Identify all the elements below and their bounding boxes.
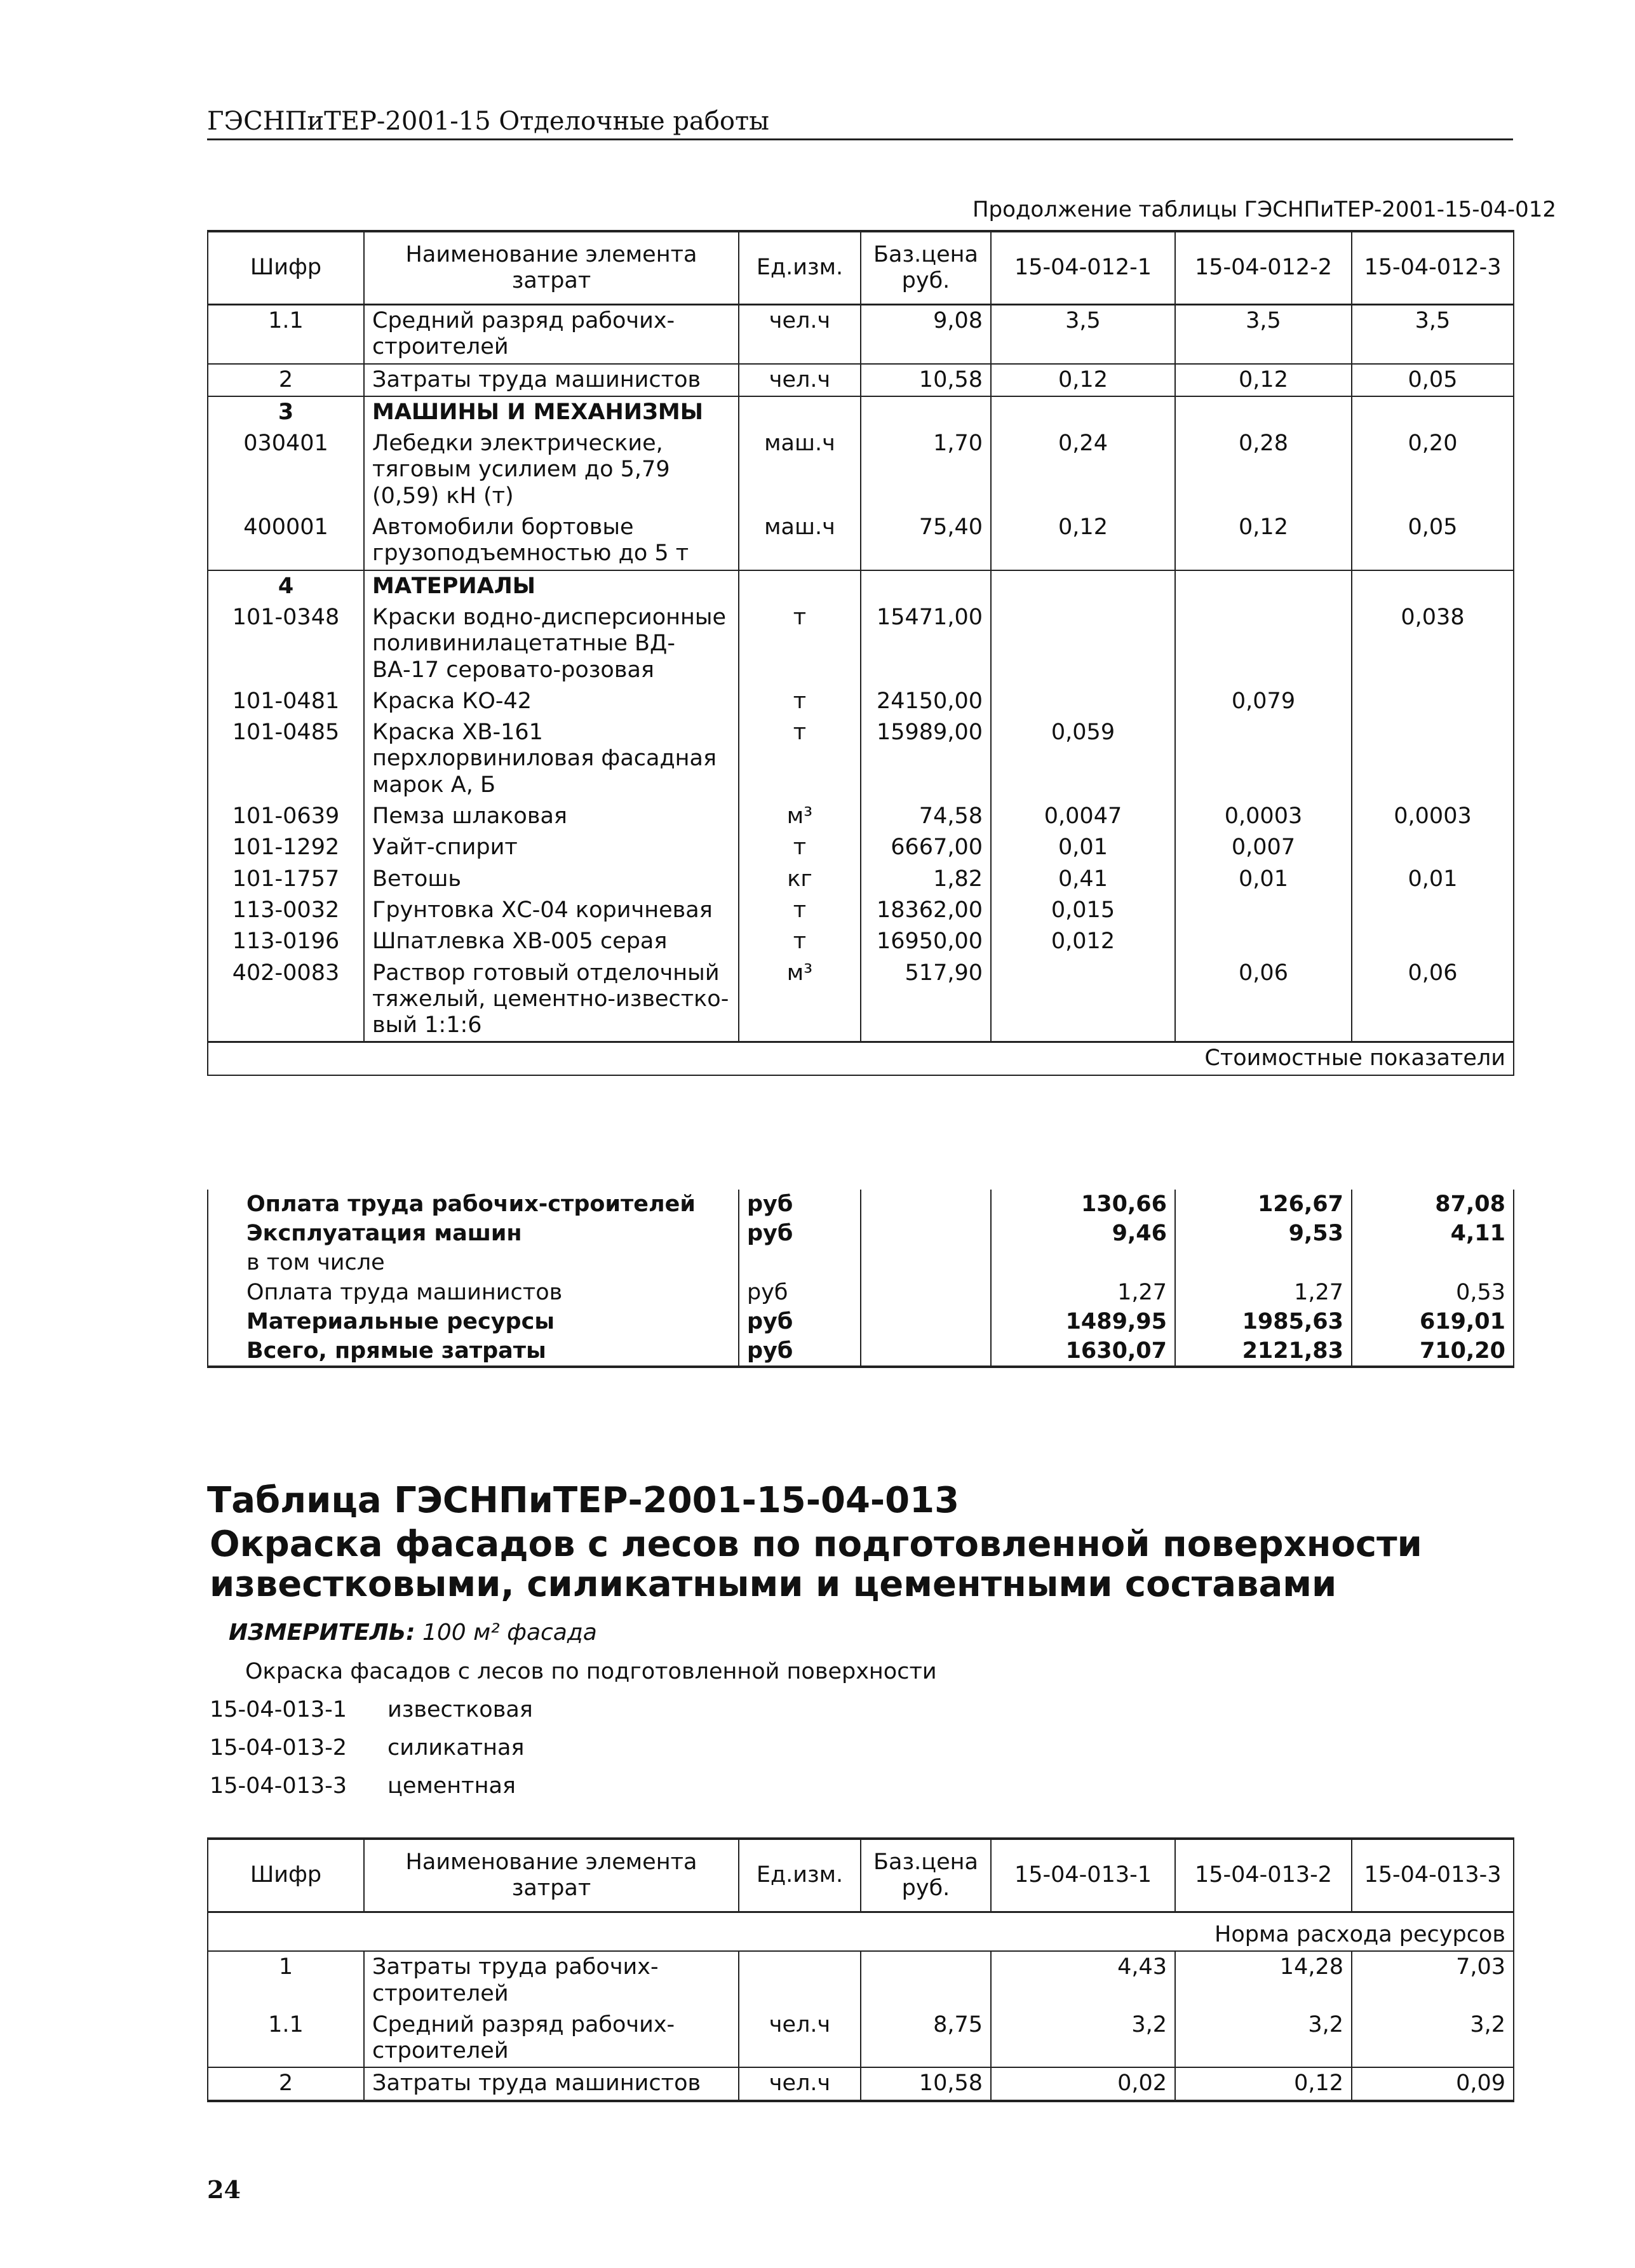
cost-label: Всего, прямые затраты xyxy=(208,1336,739,1367)
value-cell xyxy=(1352,570,1514,602)
page-number: 24 xyxy=(207,2175,241,2204)
cost-value xyxy=(1352,1248,1514,1277)
unit-cell: т xyxy=(739,717,861,801)
value-cell: 0,06 xyxy=(1175,958,1352,1042)
measure-label: ИЗМЕРИТЕЛЬ: xyxy=(229,1620,415,1646)
name-cell: Грунтовка ХС-04 коричневая xyxy=(364,895,739,926)
table2-header-cell: 15-04-013-2 xyxy=(1175,1839,1352,1912)
section-row xyxy=(208,570,1514,602)
code-cell: 101-0639 xyxy=(208,801,364,832)
value-cell: 0,038 xyxy=(1352,602,1514,686)
value-cell: 0,12 xyxy=(1175,512,1352,570)
cost-unit: руб xyxy=(739,1307,861,1336)
name-cell: Раствор готовый отделочный тяжелый, цементно-известко-вый 1:1:6 xyxy=(364,958,739,1042)
measure-line xyxy=(229,1620,597,1646)
cost-indicators-table xyxy=(207,1190,1514,1368)
value-cell: 3,2 xyxy=(1175,2010,1352,2068)
cost-row xyxy=(208,1336,1514,1367)
table2-header-cell: Шифр xyxy=(208,1839,364,1912)
price-cell: 9,08 xyxy=(861,305,991,364)
cost-price xyxy=(861,1248,991,1277)
table1-header-row xyxy=(208,231,1514,305)
cost-row xyxy=(208,1190,1514,1219)
value-cell xyxy=(991,570,1175,602)
value-cell: 0,24 xyxy=(991,428,1175,512)
code-cell: 030401 xyxy=(208,428,364,512)
cost-label: Оплата труда рабочих-строителей xyxy=(208,1190,739,1219)
table2-header-cell: 15-04-013-3 xyxy=(1352,1839,1514,1912)
code-label: известковая xyxy=(387,1697,533,1722)
unit-cell: маш.ч xyxy=(739,428,861,512)
unit-cell: т xyxy=(739,832,861,863)
value-cell: 0,05 xyxy=(1352,364,1514,396)
code-cell: 400001 xyxy=(208,512,364,570)
table-row xyxy=(208,926,1514,957)
table1-header-cell: Шифр xyxy=(208,231,364,305)
table-row xyxy=(208,428,1514,512)
table-row xyxy=(208,602,1514,686)
value-cell xyxy=(991,958,1175,1042)
value-cell: 0,12 xyxy=(991,512,1175,570)
code-label: силикатная xyxy=(387,1735,525,1761)
table1-header-cell: Наименование элемента затрат xyxy=(364,231,739,305)
price-cell: 1,70 xyxy=(861,428,991,512)
value-cell xyxy=(991,396,1175,428)
code-cell: 1.1 xyxy=(208,305,364,364)
name-cell: Краска ХВ-161 перхлорвиниловая фасадная марок А, Б xyxy=(364,717,739,801)
price-cell: 8,75 xyxy=(861,2010,991,2068)
cost-price xyxy=(861,1190,991,1219)
value-cell: 0,0003 xyxy=(1175,801,1352,832)
price-cell: 517,90 xyxy=(861,958,991,1042)
code-list-item xyxy=(210,1773,516,1799)
value-cell xyxy=(1175,396,1352,428)
unit-cell: кг xyxy=(739,864,861,895)
unit-cell: т xyxy=(739,895,861,926)
value-cell xyxy=(1352,926,1514,957)
unit-cell: м³ xyxy=(739,958,861,1042)
cost-value xyxy=(991,1248,1175,1277)
value-cell: 0,01 xyxy=(1175,864,1352,895)
value-cell: 0,12 xyxy=(1175,364,1352,396)
cost-price xyxy=(861,1278,991,1307)
value-cell: 4,43 xyxy=(991,1951,1175,2010)
cost-value: 9,53 xyxy=(1175,1219,1352,1248)
code-cell: 101-1292 xyxy=(208,832,364,863)
work-description: Окраска фасадов с лесов по подготовленной поверхности xyxy=(245,1659,937,1684)
cost-value: 9,46 xyxy=(991,1219,1175,1248)
price-cell: 10,58 xyxy=(861,364,991,396)
value-cell: 0,28 xyxy=(1175,428,1352,512)
value-cell: 7,03 xyxy=(1352,1951,1514,2010)
cost-price xyxy=(861,1336,991,1367)
code-cell: 1.1 xyxy=(208,2010,364,2068)
unit-cell: м³ xyxy=(739,801,861,832)
price-cell: 6667,00 xyxy=(861,832,991,863)
value-cell: 0,12 xyxy=(991,364,1175,396)
cost-unit: руб xyxy=(739,1190,861,1219)
name-cell: Шпатлевка ХВ-005 серая xyxy=(364,926,739,957)
price-cell: 1,82 xyxy=(861,864,991,895)
value-cell: 0,012 xyxy=(991,926,1175,957)
table-row xyxy=(208,305,1514,364)
name-cell: Краска КО-42 xyxy=(364,686,739,717)
value-cell xyxy=(1352,396,1514,428)
table1-header-cell: Баз.цена руб. xyxy=(861,231,991,305)
table2-header-cell: Наименование элемента затрат xyxy=(364,1839,739,1912)
cost-price xyxy=(861,1307,991,1336)
unit-cell xyxy=(739,396,861,428)
unit-cell: т xyxy=(739,602,861,686)
table-title: Таблица ГЭСНПиТЕР-2001-15-04-013 xyxy=(207,1480,960,1521)
cost-row xyxy=(208,1307,1514,1336)
value-cell: 0,01 xyxy=(991,832,1175,863)
running-header: ГЭСНПиТЕР-2001-15 Отделочные работы xyxy=(207,107,769,136)
value-cell: 0,02 xyxy=(991,2067,1175,2100)
value-cell: 0,01 xyxy=(1352,864,1514,895)
price-cell: 75,40 xyxy=(861,512,991,570)
cost-value: 710,20 xyxy=(1352,1336,1514,1367)
cost-value: 619,01 xyxy=(1352,1307,1514,1336)
cost-unit: руб xyxy=(739,1219,861,1248)
cost-value: 126,67 xyxy=(1175,1190,1352,1219)
subtitle-line: Окраска фасадов с лесов по подготовленной поверхности xyxy=(210,1524,1422,1565)
table-row xyxy=(208,801,1514,832)
cost-row xyxy=(208,1278,1514,1307)
table1-header-cell: 15-04-012-2 xyxy=(1175,231,1352,305)
code-cell: 2 xyxy=(208,2067,364,2100)
name-cell: Ветошь xyxy=(364,864,739,895)
unit-cell: чел.ч xyxy=(739,2010,861,2068)
table-row xyxy=(208,832,1514,863)
cost-value: 0,53 xyxy=(1352,1278,1514,1307)
cost-label: Материальные ресурсы xyxy=(208,1307,739,1336)
measure-value: 100 м² фасада xyxy=(422,1620,597,1646)
code-number: 15-04-013-3 xyxy=(210,1773,347,1799)
price-cell: 16950,00 xyxy=(861,926,991,957)
price-cell xyxy=(861,396,991,428)
cost-label: в том числе xyxy=(208,1248,739,1277)
cost-price xyxy=(861,1219,991,1248)
price-cell xyxy=(861,1951,991,2010)
continuation-note: Продолжение таблицы ГЭСНПиТЕР-2001-15-04-012 xyxy=(972,197,1556,222)
name-cell: Затраты труда машинистов xyxy=(364,2067,739,2100)
unit-cell: т xyxy=(739,686,861,717)
unit-cell: чел.ч xyxy=(739,364,861,396)
table1-header-cell: 15-04-012-3 xyxy=(1352,231,1514,305)
name-cell: Автомобили бортовые грузоподъемностью до 5 т xyxy=(364,512,739,570)
section-row xyxy=(208,396,1514,428)
code-cell: 101-0481 xyxy=(208,686,364,717)
cost-unit xyxy=(739,1248,861,1277)
cost-label: Эксплуатация машин xyxy=(208,1219,739,1248)
value-cell xyxy=(991,602,1175,686)
cost-unit: руб xyxy=(739,1336,861,1367)
section-title-cell: МАТЕРИАЛЫ xyxy=(364,570,739,602)
code-label: цементная xyxy=(387,1773,516,1799)
value-cell: 14,28 xyxy=(1175,1951,1352,2010)
unit-cell: т xyxy=(739,926,861,957)
value-cell: 0,12 xyxy=(1175,2067,1352,2100)
cost-value: 1489,95 xyxy=(991,1307,1175,1336)
unit-cell xyxy=(739,1951,861,2010)
value-cell: 0,05 xyxy=(1352,512,1514,570)
table1-header-cell: 15-04-012-1 xyxy=(991,231,1175,305)
value-cell: 0,0003 xyxy=(1352,801,1514,832)
table2-header-cell: Баз.цена руб. xyxy=(861,1839,991,1912)
value-cell: 3,5 xyxy=(991,305,1175,364)
table-row xyxy=(208,717,1514,801)
code-cell: 1 xyxy=(208,1951,364,2010)
unit-cell: маш.ч xyxy=(739,512,861,570)
code-cell: 3 xyxy=(208,396,364,428)
code-cell: 101-0348 xyxy=(208,602,364,686)
code-cell: 101-0485 xyxy=(208,717,364,801)
value-cell: 3,2 xyxy=(991,2010,1175,2068)
unit-cell xyxy=(739,570,861,602)
table-row xyxy=(208,895,1514,926)
cost-label: Оплата труда машинистов xyxy=(208,1278,739,1307)
table-row xyxy=(208,512,1514,570)
value-cell xyxy=(991,686,1175,717)
cost-value: 1,27 xyxy=(1175,1278,1352,1307)
table-15-04-013 xyxy=(207,1837,1514,2102)
cost-value: 4,11 xyxy=(1352,1219,1514,1248)
value-cell: 3,2 xyxy=(1352,2010,1514,2068)
cost-value: 130,66 xyxy=(991,1190,1175,1219)
price-cell xyxy=(861,570,991,602)
code-cell: 2 xyxy=(208,364,364,396)
value-cell: 0,007 xyxy=(1175,832,1352,863)
value-cell: 0,015 xyxy=(991,895,1175,926)
table-row xyxy=(208,686,1514,717)
table2-header-cell: Ед.изм. xyxy=(739,1839,861,1912)
price-cell: 15989,00 xyxy=(861,717,991,801)
value-cell: 0,09 xyxy=(1352,2067,1514,2100)
name-cell: Краски водно-дисперсионные поливинилацетатные ВД-ВА-17 серовато-розовая xyxy=(364,602,739,686)
value-cell xyxy=(1175,895,1352,926)
value-cell: 0,41 xyxy=(991,864,1175,895)
value-cell: 0,079 xyxy=(1175,686,1352,717)
code-number: 15-04-013-1 xyxy=(210,1697,347,1722)
table-row xyxy=(208,364,1514,396)
cost-value: 1985,63 xyxy=(1175,1307,1352,1336)
value-cell xyxy=(1352,686,1514,717)
norm-header: Норма расхода ресурсов xyxy=(208,1912,1514,1952)
cost-row xyxy=(208,1219,1514,1248)
table-15-04-012-continued xyxy=(207,230,1514,1076)
value-cell: 3,5 xyxy=(1352,305,1514,364)
value-cell: 0,06 xyxy=(1352,958,1514,1042)
name-cell: Уайт-спирит xyxy=(364,832,739,863)
value-cell xyxy=(1175,570,1352,602)
cost-value xyxy=(1175,1248,1352,1277)
header-rule xyxy=(207,138,1513,140)
cost-header: Стоимостные показатели xyxy=(208,1042,1514,1075)
price-cell: 15471,00 xyxy=(861,602,991,686)
price-cell: 24150,00 xyxy=(861,686,991,717)
name-cell: Средний разряд рабочих-строителей xyxy=(364,2010,739,2068)
value-cell xyxy=(1352,832,1514,863)
value-cell: 3,5 xyxy=(1175,305,1352,364)
norm-header-row xyxy=(208,1912,1514,1952)
cost-value: 1,27 xyxy=(991,1278,1175,1307)
table-subtitle xyxy=(210,1524,1607,1605)
unit-cell: чел.ч xyxy=(739,2067,861,2100)
code-cell: 113-0196 xyxy=(208,926,364,957)
cost-header-row xyxy=(208,1042,1514,1075)
value-cell xyxy=(1175,602,1352,686)
price-cell: 18362,00 xyxy=(861,895,991,926)
table-row xyxy=(208,2010,1514,2068)
table-row xyxy=(208,1951,1514,2010)
section-title-cell: МАШИНЫ И МЕХАНИЗМЫ xyxy=(364,396,739,428)
cost-value: 2121,83 xyxy=(1175,1336,1352,1367)
table2-header-cell: 15-04-013-1 xyxy=(991,1839,1175,1912)
subtitle-line: известковыми, силикатными и цементными составами xyxy=(210,1564,1337,1606)
name-cell: Затраты труда рабочих-строителей xyxy=(364,1951,739,2010)
name-cell: Лебедки электрические, тяговым усилием до 5,79 (0,59) кН (т) xyxy=(364,428,739,512)
code-number: 15-04-013-2 xyxy=(210,1735,347,1761)
cost-row xyxy=(208,1248,1514,1277)
table2-header-row xyxy=(208,1839,1514,1912)
code-cell: 113-0032 xyxy=(208,895,364,926)
code-list-item xyxy=(210,1735,524,1761)
code-cell: 402-0083 xyxy=(208,958,364,1042)
table-row xyxy=(208,864,1514,895)
code-cell: 101-1757 xyxy=(208,864,364,895)
cost-value: 1630,07 xyxy=(991,1336,1175,1367)
name-cell: Средний разряд рабочих-строителей xyxy=(364,305,739,364)
unit-cell: чел.ч xyxy=(739,305,861,364)
value-cell xyxy=(1175,717,1352,801)
value-cell xyxy=(1352,895,1514,926)
cost-value: 87,08 xyxy=(1352,1190,1514,1219)
value-cell: 0,0047 xyxy=(991,801,1175,832)
name-cell: Затраты труда машинистов xyxy=(364,364,739,396)
code-cell: 4 xyxy=(208,570,364,602)
price-cell: 10,58 xyxy=(861,2067,991,2100)
value-cell: 0,059 xyxy=(991,717,1175,801)
name-cell: Пемза шлаковая xyxy=(364,801,739,832)
table1-header-cell: Ед.изм. xyxy=(739,231,861,305)
cost-unit: руб xyxy=(739,1278,861,1307)
value-cell xyxy=(1352,717,1514,801)
value-cell: 0,20 xyxy=(1352,428,1514,512)
code-list-item xyxy=(210,1697,533,1722)
table-row xyxy=(208,958,1514,1042)
value-cell xyxy=(1175,926,1352,957)
price-cell: 74,58 xyxy=(861,801,991,832)
table-row xyxy=(208,2067,1514,2100)
